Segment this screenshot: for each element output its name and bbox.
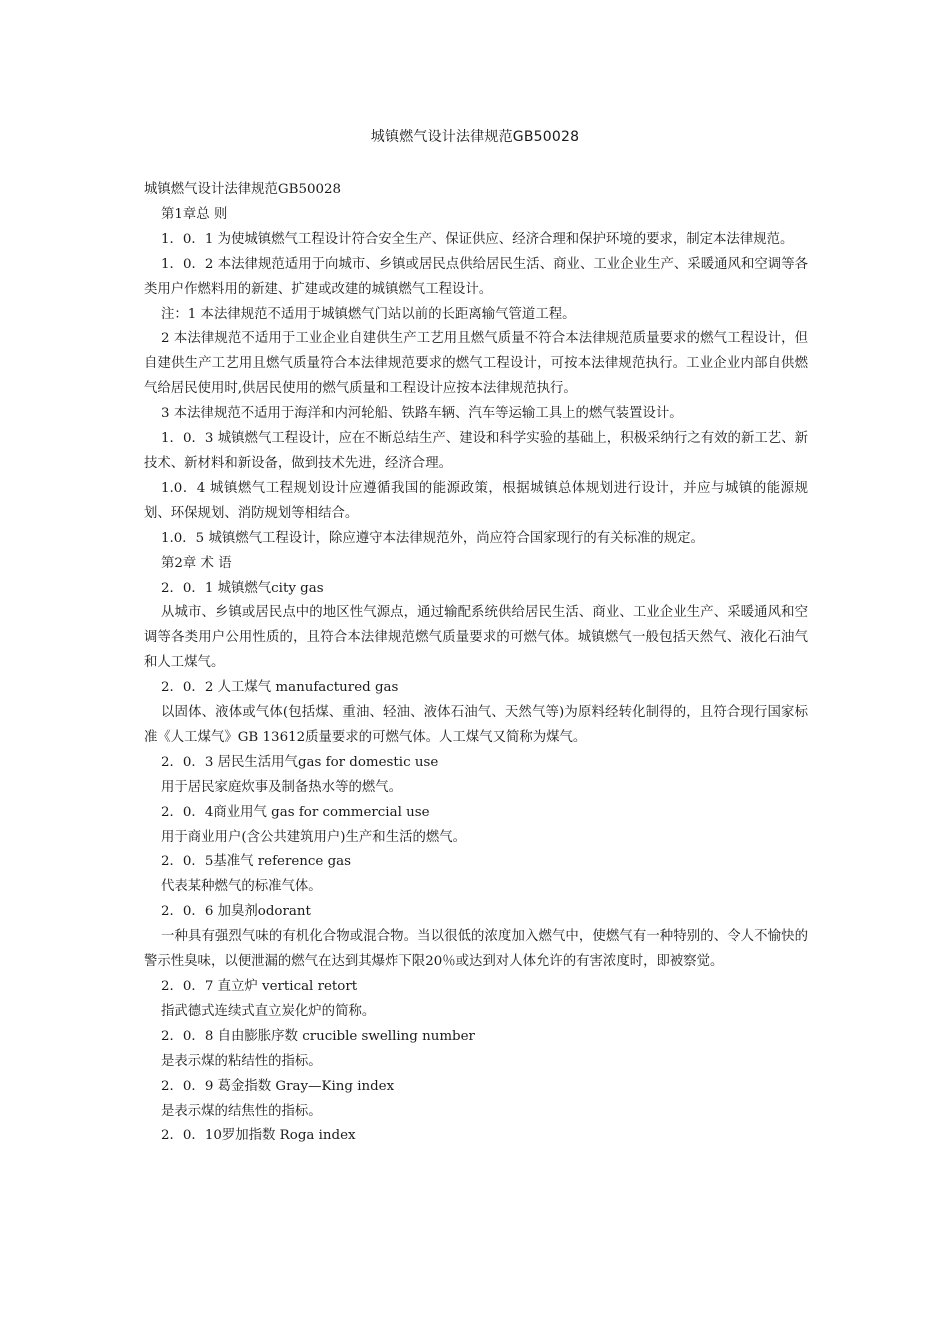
paragraph: 2．0．4商业用气 gas for commercial use <box>161 804 430 820</box>
paragraph: 2．0．8 自由膨胀序数 crucible swelling number <box>161 1028 475 1044</box>
paragraph: 用于商业用户(含公共建筑用户)生产和生活的燃气。 <box>161 829 467 845</box>
document-title: 城镇燃气设计法律规范GB50028 <box>370 129 580 145</box>
paragraph: 指武德式连续式直立炭化炉的简称。 <box>161 1003 376 1019</box>
paragraph: 从城市、乡镇或居民点中的地区性气源点，通过输配系统供给居民生活、商业、工业企业生产、采暖通风和空调等各类用户公用性质的，且符合本法律规范燃气质量要求的可燃气体。城镇燃气一般包括天然气、液化石油气和人工煤气。 <box>144 605 808 671</box>
paragraph: 2．0．10罗加指数 Roga index <box>161 1128 356 1144</box>
paragraph: 城镇燃气设计法律规范GB50028 <box>144 182 342 197</box>
paragraph: 2 本法律规范不适用于工业企业自建供生产工艺用且燃气质量不符合本法律规范质量要求的燃气工程设计，但自建供生产工艺用且燃气质量符合本法律规范要求的燃气工程设计，可按本法律规范执行。工业企业内部自供燃气给居民使用时,供居民使用的燃气质量和工程设计应按本法律规范执行。 <box>144 331 808 397</box>
paragraph: 2．0．9 葛金指数 Gray—King index <box>161 1078 395 1094</box>
paragraph: 2．0．5基准气 reference gas <box>161 854 352 870</box>
paragraph: 代表某种燃气的标准气体。 <box>161 879 322 895</box>
paragraph: 1．0．3 城镇燃气工程设计，应在不断总结生产、建设和科学实验的基础上，积极采纳行之有效的新工艺、新技术、新材料和新设备，做到技术先进，经济合理。 <box>144 431 808 471</box>
paragraph: 2．0．3 居民生活用气gas for domestic use <box>161 754 439 770</box>
paragraph: 注：1 本法律规范不适用于城镇燃气门站以前的长距离输气管道工程。 <box>161 306 576 322</box>
paragraph: 2．0．1 城镇燃气city gas <box>161 580 324 596</box>
paragraph: 用于居民家庭炊事及制备热水等的燃气。 <box>161 779 403 795</box>
paragraph: 3 本法律规范不适用于海洋和内河轮船、铁路车辆、汽车等运输工具上的燃气装置设计。 <box>161 406 683 422</box>
paragraph: 2．0．6 加臭剂odorant <box>161 904 311 920</box>
paragraph: 是表示煤的结焦性的指标。 <box>161 1103 322 1119</box>
paragraph: 1．0．1 为使城镇燃气工程设计符合安全生产、保证供应、经济合理和保护环境的要求，制定本法律规范。 <box>161 231 794 247</box>
paragraph: 2．0．7 直立炉 vertical retort <box>161 979 358 994</box>
paragraph: 1.0．5 城镇燃气工程设计，除应遵守本法律规范外，尚应符合国家现行的有关标准的规定。 <box>161 530 704 546</box>
paragraph: 1．0．2 本法律规范适用于向城市、乡镇或居民点供给居民生活、商业、工业企业生产、采暖通风和空调等各类用户作燃料用的新建、扩建或改建的城镇燃气工程设计。 <box>144 256 808 297</box>
paragraph: 第1章总 则 <box>161 206 228 222</box>
paragraph: 2．0．2 人工煤气 manufactured gas <box>161 680 399 696</box>
paragraph: 一种具有强烈气味的有机化合物或混合物。当以很低的浓度加入燃气中，使燃气有一种特别的、令人不愉快的警示性臭味，以便泄漏的燃气在达到其爆炸下限20％或达到对人体允许的有害浓度时，即被察觉。 <box>144 929 808 970</box>
paragraph: 是表示煤的粘结性的指标。 <box>161 1053 322 1069</box>
document-body <box>144 178 808 1149</box>
paragraph: 第2章 术 语 <box>161 555 232 571</box>
paragraph: 以固体、液体或气体(包括煤、重油、轻油、液体石油气、天然气等)为原料经转化制得的，且符合现行国家标准《人工煤气》GB 13612质量要求的可燃气体。人工煤气又简称为煤气。 <box>144 705 808 745</box>
paragraph: 1.0．4 城镇燃气工程规划设计应遵循我国的能源政策，根据城镇总体规划进行设计，并应与城镇的能源规划、环保规划、消防规划等相结合。 <box>144 480 808 521</box>
